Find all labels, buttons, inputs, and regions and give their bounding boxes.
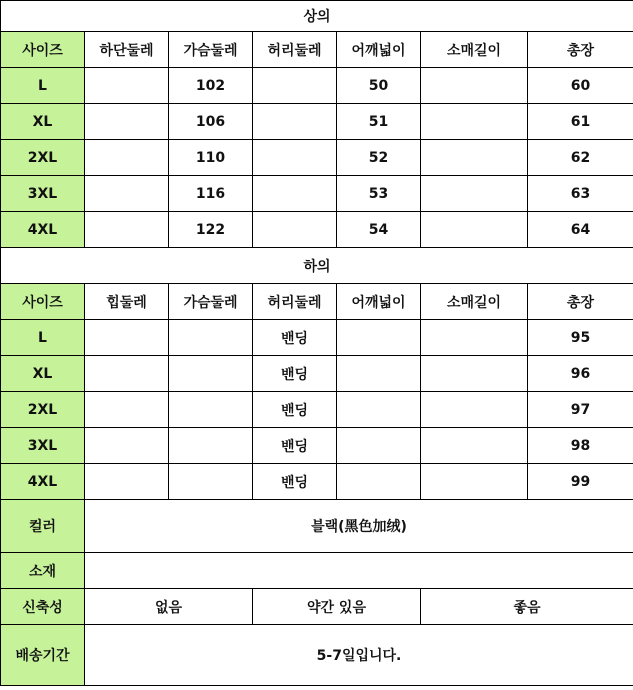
- length-cell: 62: [528, 140, 633, 176]
- shoulder-cell: 50: [337, 68, 421, 104]
- shoulder-cell: [337, 464, 421, 500]
- table-row: [1, 212, 633, 248]
- length-cell: 95: [528, 320, 633, 356]
- header-waist: 허리둘레: [253, 32, 337, 68]
- bottom-section-title: 하의: [1, 248, 633, 284]
- length-cell: 97: [528, 392, 633, 428]
- sleeve-cell: [421, 464, 528, 500]
- size-cell: 4XL: [1, 212, 85, 248]
- header-size: 사이즈: [1, 284, 85, 320]
- shoulder-cell: 52: [337, 140, 421, 176]
- waist-cell: [253, 68, 337, 104]
- header-shoulder: 어깨넓이: [337, 32, 421, 68]
- size-cell: 2XL: [1, 140, 85, 176]
- size-cell: L: [1, 68, 85, 104]
- table-row: [1, 464, 633, 500]
- color-value: 블랙(黑色加绒): [85, 500, 633, 553]
- length-cell: 63: [528, 176, 633, 212]
- table-row: [1, 140, 633, 176]
- chest-cell: 116: [169, 176, 253, 212]
- hip-cell: [85, 356, 169, 392]
- length-cell: 98: [528, 428, 633, 464]
- stretch-option-slight: 약간 있음: [253, 589, 421, 625]
- table-row: [1, 428, 633, 464]
- length-cell: 60: [528, 68, 633, 104]
- size-cell: 3XL: [1, 428, 85, 464]
- header-size: 사이즈: [1, 32, 85, 68]
- hem-cell: [85, 212, 169, 248]
- material-row: [1, 553, 633, 589]
- shoulder-cell: 54: [337, 212, 421, 248]
- waist-cell: [253, 104, 337, 140]
- length-cell: 96: [528, 356, 633, 392]
- color-label: 컬러: [1, 500, 85, 553]
- stretch-option-good: 좋음: [421, 589, 633, 625]
- sleeve-cell: [421, 176, 528, 212]
- shoulder-cell: 53: [337, 176, 421, 212]
- length-cell: 64: [528, 212, 633, 248]
- delivery-row: [1, 625, 633, 686]
- header-waist: 허리둘레: [253, 284, 337, 320]
- table-row: [1, 392, 633, 428]
- waist-cell: 밴딩: [253, 356, 337, 392]
- stretch-label: 신축성: [1, 589, 85, 625]
- waist-cell: 밴딩: [253, 392, 337, 428]
- header-length: 총장: [528, 32, 633, 68]
- header-sleeve: 소매길이: [421, 32, 528, 68]
- top-section-title: 상의: [1, 1, 633, 32]
- delivery-value: 5-7일입니다.: [85, 625, 633, 686]
- sleeve-cell: [421, 68, 528, 104]
- sleeve-cell: [421, 320, 528, 356]
- hem-cell: [85, 176, 169, 212]
- sleeve-cell: [421, 104, 528, 140]
- header-chest: 가슴둘레: [169, 32, 253, 68]
- table-row: [1, 320, 633, 356]
- chest-cell: 102: [169, 68, 253, 104]
- color-row: [1, 500, 633, 553]
- sleeve-cell: [421, 392, 528, 428]
- hip-cell: [85, 392, 169, 428]
- header-length: 총장: [528, 284, 633, 320]
- chest-cell: 106: [169, 104, 253, 140]
- header-chest: 가슴둘레: [169, 284, 253, 320]
- material-label: 소재: [1, 553, 85, 589]
- hem-cell: [85, 140, 169, 176]
- header-sleeve: 소매길이: [421, 284, 528, 320]
- waist-cell: 밴딩: [253, 464, 337, 500]
- stretch-row: [1, 589, 633, 625]
- chest-cell: [169, 464, 253, 500]
- hip-cell: [85, 428, 169, 464]
- chest-cell: [169, 356, 253, 392]
- length-cell: 99: [528, 464, 633, 500]
- header-shoulder: 어깨넓이: [337, 284, 421, 320]
- shoulder-cell: [337, 356, 421, 392]
- waist-cell: [253, 140, 337, 176]
- sleeve-cell: [421, 140, 528, 176]
- chest-cell: 110: [169, 140, 253, 176]
- sleeve-cell: [421, 428, 528, 464]
- sleeve-cell: [421, 356, 528, 392]
- size-cell: 3XL: [1, 176, 85, 212]
- chest-cell: [169, 320, 253, 356]
- waist-cell: 밴딩: [253, 320, 337, 356]
- sleeve-cell: [421, 212, 528, 248]
- chest-cell: [169, 428, 253, 464]
- material-value: [85, 553, 633, 589]
- chest-cell: 122: [169, 212, 253, 248]
- size-cell: L: [1, 320, 85, 356]
- shoulder-cell: 51: [337, 104, 421, 140]
- header-hem: 하단둘레: [85, 32, 169, 68]
- shoulder-cell: [337, 392, 421, 428]
- size-cell: 2XL: [1, 392, 85, 428]
- waist-cell: [253, 212, 337, 248]
- hem-cell: [85, 104, 169, 140]
- waist-cell: 밴딩: [253, 428, 337, 464]
- hip-cell: [85, 320, 169, 356]
- table-row: [1, 104, 633, 140]
- shoulder-cell: [337, 320, 421, 356]
- size-cell: XL: [1, 104, 85, 140]
- hip-cell: [85, 464, 169, 500]
- shoulder-cell: [337, 428, 421, 464]
- hem-cell: [85, 68, 169, 104]
- waist-cell: [253, 176, 337, 212]
- length-cell: 61: [528, 104, 633, 140]
- table-row: [1, 356, 633, 392]
- table-row: [1, 176, 633, 212]
- size-cell: 4XL: [1, 464, 85, 500]
- size-cell: XL: [1, 356, 85, 392]
- stretch-option-none: 없음: [85, 589, 253, 625]
- chest-cell: [169, 392, 253, 428]
- delivery-label: 배송기간: [1, 625, 85, 686]
- header-hip: 힙둘레: [85, 284, 169, 320]
- table-row: [1, 68, 633, 104]
